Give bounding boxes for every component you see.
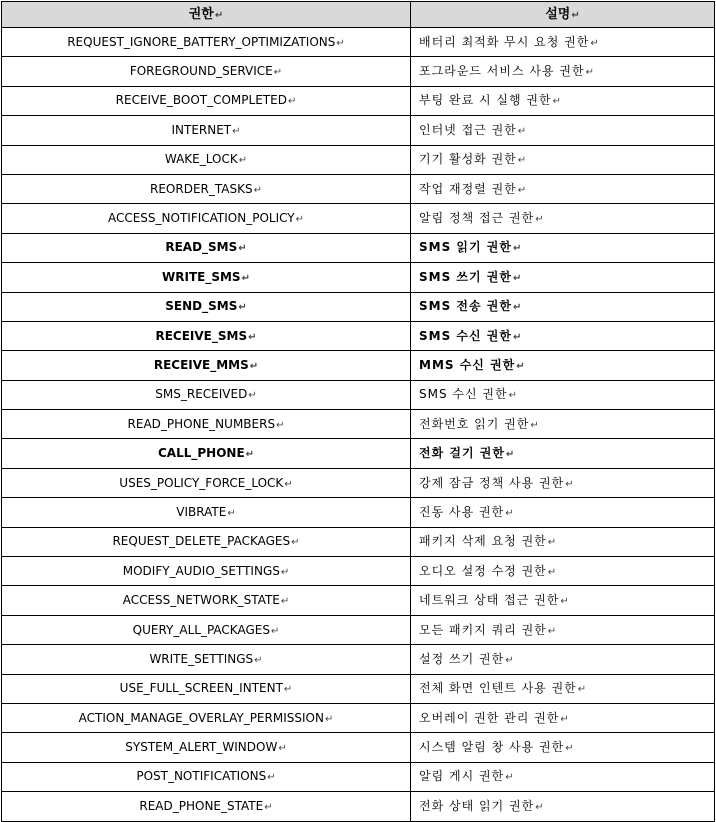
permission-name: ACCESS_NOTIFICATION_POLICY: [107, 211, 295, 226]
paragraph-mark-icon: ↵: [512, 331, 523, 343]
table-row: [2, 174, 715, 203]
paragraph-mark-icon: ↵: [278, 743, 287, 755]
description-cell: [411, 86, 715, 115]
paragraph-mark-icon: ↵: [276, 419, 285, 431]
paragraph-mark-icon: ↵: [238, 155, 248, 167]
permission-cell: [2, 28, 411, 57]
permission-cell: [2, 703, 411, 732]
permission-description: 포그라운드 서비스 사용 권한: [419, 64, 585, 79]
paragraph-mark-icon: ↵: [571, 10, 580, 21]
table-row: [2, 86, 715, 115]
permission-cell: [2, 321, 411, 350]
paragraph-mark-icon: ↵: [254, 654, 263, 666]
permission-cell: [2, 57, 411, 86]
paragraph-mark-icon: ↵: [253, 184, 262, 196]
description-cell: [411, 586, 715, 615]
permission-description: 전체 화면 인텐트 사용 권한: [419, 681, 577, 696]
table-row: [2, 468, 715, 497]
permission-description: SMS 전송 권한: [419, 299, 512, 314]
paragraph-mark-icon: ↵: [273, 67, 283, 79]
permission-description: 부팅 완료 시 실행 권한: [419, 93, 552, 108]
permission-name: QUERY_ALL_PACKAGES: [132, 622, 270, 637]
permission-name: CALL_PHONE: [157, 446, 245, 461]
permission-description: 기기 활성화 권한: [419, 152, 517, 167]
table-row: [2, 439, 715, 468]
description-cell: [411, 762, 715, 791]
paragraph-mark-icon: ↵: [283, 684, 293, 696]
paragraph-mark-icon: ↵: [585, 67, 595, 79]
paragraph-mark-icon: ↵: [590, 37, 600, 49]
table-row: [2, 615, 715, 644]
paragraph-mark-icon: ↵: [560, 596, 570, 608]
header-permission: [2, 2, 411, 28]
permission-description: 설정 쓰기 권한: [419, 651, 505, 666]
permission-name: READ_PHONE_NUMBERS: [127, 416, 276, 431]
permission-name: REQUEST_DELETE_PACKAGES: [112, 534, 291, 549]
paragraph-mark-icon: ↵: [512, 302, 523, 314]
permission-name: POST_NOTIFICATIONS: [136, 769, 267, 784]
permission-description: 인터넷 접근 권한: [419, 122, 517, 137]
permission-cell: [2, 292, 411, 321]
permission-name: RECEIVE_SMS: [155, 328, 248, 343]
paragraph-mark-icon: ↵: [238, 302, 247, 314]
table-row: [2, 557, 715, 586]
paragraph-mark-icon: ↵: [280, 566, 290, 578]
permission-description: 배터리 최적화 무시 요청 권한: [419, 34, 590, 49]
paragraph-mark-icon: ↵: [517, 155, 528, 167]
permission-description: SMS 수신 권한: [419, 387, 508, 402]
permission-description: 네트워크 상태 접근 권한: [419, 593, 560, 608]
permission-name: SYSTEM_ALERT_WINDOW: [125, 740, 278, 755]
permission-description: 알림 게시 권한: [419, 769, 505, 784]
paragraph-mark-icon: ↵: [241, 272, 250, 284]
permission-cell: [2, 645, 411, 674]
permission-name: WRITE_SMS: [162, 269, 241, 284]
permission-cell: [2, 410, 411, 439]
paragraph-mark-icon: ↵: [324, 713, 334, 725]
paragraph-mark-icon: ↵: [214, 10, 224, 21]
description-cell: [411, 527, 715, 556]
permission-cell: [2, 762, 411, 791]
table-row: [2, 28, 715, 57]
permission-cell: [2, 351, 411, 380]
permission-description: 모든 패키지 쿼리 권한: [419, 622, 547, 637]
table-row: [2, 762, 715, 791]
description-cell: [411, 174, 715, 203]
paragraph-mark-icon: ↵: [505, 507, 515, 519]
description-cell: [411, 733, 715, 762]
paragraph-mark-icon: ↵: [565, 478, 575, 490]
header-permission-label: 권한: [188, 7, 214, 22]
permission-cell: [2, 145, 411, 174]
table-row: [2, 380, 715, 409]
permission-description: MMS 수신 권한: [419, 357, 516, 372]
paragraph-mark-icon: ↵: [227, 507, 236, 519]
description-cell: [411, 292, 715, 321]
permission-name: WRITE_SETTINGS: [149, 651, 254, 666]
paragraph-mark-icon: ↵: [535, 214, 545, 226]
permission-description: 시스템 알림 창 사용 권한: [419, 740, 565, 755]
permission-name: ACTION_MANAGE_OVERLAY_PERMISSION: [78, 710, 324, 725]
paragraph-mark-icon: ↵: [547, 537, 558, 549]
table-row: [2, 145, 715, 174]
header-description: [411, 2, 715, 28]
paragraph-mark-icon: ↵: [547, 625, 558, 637]
paragraph-mark-icon: ↵: [577, 684, 588, 696]
paragraph-mark-icon: ↵: [547, 566, 558, 578]
paragraph-mark-icon: ↵: [248, 331, 257, 343]
table-row: [2, 674, 715, 703]
description-cell: [411, 28, 715, 57]
permission-description: 오버레이 권한 관리 권한: [419, 710, 560, 725]
permission-name: MODIFY_AUDIO_SETTINGS: [122, 563, 280, 578]
permission-cell: [2, 586, 411, 615]
permission-name: READ_PHONE_STATE: [139, 798, 264, 813]
permission-description: 전화 걸기 권한: [419, 446, 505, 461]
permission-name: READ_SMS: [165, 240, 238, 255]
description-cell: [411, 468, 715, 497]
paragraph-mark-icon: ↵: [552, 96, 562, 108]
permission-description: 전화 상태 읽기 권한: [419, 798, 535, 813]
permission-description: SMS 수신 권한: [419, 328, 512, 343]
paragraph-mark-icon: ↵: [267, 772, 276, 784]
permissions-table: [1, 1, 715, 822]
description-cell: [411, 792, 715, 821]
paragraph-mark-icon: ↵: [516, 360, 526, 372]
table-row: [2, 586, 715, 615]
paragraph-mark-icon: ↵: [264, 801, 273, 813]
permission-name: REQUEST_IGNORE_BATTERY_OPTIMIZATIONS: [67, 34, 336, 49]
description-cell: [411, 321, 715, 350]
paragraph-mark-icon: ↵: [535, 801, 545, 813]
header-description-label: 설명: [545, 7, 571, 22]
table-body: [2, 28, 715, 822]
description-cell: [411, 557, 715, 586]
description-cell: [411, 645, 715, 674]
paragraph-mark-icon: ↵: [565, 743, 575, 755]
permission-description: 작업 재정렬 권한: [419, 181, 517, 196]
permission-cell: [2, 557, 411, 586]
table-row: [2, 292, 715, 321]
permission-description: 진동 사용 권한: [419, 504, 505, 519]
permission-cell: [2, 116, 411, 145]
paragraph-mark-icon: ↵: [245, 449, 255, 461]
paragraph-mark-icon: ↵: [517, 184, 528, 196]
permission-description: SMS 읽기 권한: [419, 240, 512, 255]
table-row: [2, 792, 715, 821]
description-cell: [411, 351, 715, 380]
paragraph-mark-icon: ↵: [512, 243, 523, 255]
paragraph-mark-icon: ↵: [238, 243, 247, 255]
permission-name: USES_POLICY_FORCE_LOCK: [119, 475, 284, 490]
description-cell: [411, 498, 715, 527]
permission-name: SMS_RECEIVED: [155, 387, 248, 402]
description-cell: [411, 703, 715, 732]
table-row: [2, 527, 715, 556]
permission-name: ACCESS_NETWORK_STATE: [122, 593, 280, 608]
table-row: [2, 204, 715, 233]
permission-cell: [2, 674, 411, 703]
description-cell: [411, 204, 715, 233]
table-row: [2, 733, 715, 762]
table-row: [2, 351, 715, 380]
permission-cell: [2, 733, 411, 762]
table-row: [2, 263, 715, 292]
permission-cell: [2, 174, 411, 203]
description-cell: [411, 57, 715, 86]
description-cell: [411, 233, 715, 262]
paragraph-mark-icon: ↵: [284, 478, 293, 490]
permission-cell: [2, 86, 411, 115]
permission-cell: [2, 439, 411, 468]
table-row: [2, 321, 715, 350]
permission-name: INTERNET: [171, 122, 232, 137]
table-header-row: [2, 2, 715, 28]
paragraph-mark-icon: ↵: [295, 214, 305, 226]
permission-cell: [2, 233, 411, 262]
description-cell: [411, 615, 715, 644]
permission-cell: [2, 498, 411, 527]
permission-name: SEND_SMS: [165, 299, 238, 314]
description-cell: [411, 380, 715, 409]
permission-name: FOREGROUND_SERVICE: [129, 64, 273, 79]
permission-name: RECEIVE_MMS: [153, 357, 249, 372]
permission-name: REORDER_TASKS: [150, 181, 253, 196]
table-row: [2, 116, 715, 145]
paragraph-mark-icon: ↵: [249, 360, 259, 372]
permission-cell: [2, 204, 411, 233]
paragraph-mark-icon: ↵: [287, 96, 297, 108]
permission-cell: [2, 263, 411, 292]
permission-name: USE_FULL_SCREEN_INTENT: [119, 681, 283, 696]
permission-description: SMS 쓰기 권한: [419, 269, 512, 284]
description-cell: [411, 145, 715, 174]
permission-name: RECEIVE_BOOT_COMPLETED: [115, 93, 287, 108]
paragraph-mark-icon: ↵: [270, 625, 280, 637]
paragraph-mark-icon: ↵: [248, 390, 257, 402]
paragraph-mark-icon: ↵: [336, 37, 345, 49]
table-row: [2, 703, 715, 732]
paragraph-mark-icon: ↵: [505, 654, 515, 666]
permission-description: 알림 정책 접근 권한: [419, 211, 535, 226]
paragraph-mark-icon: ↵: [508, 390, 518, 402]
description-cell: [411, 674, 715, 703]
permission-description: 오디오 설정 수정 권한: [419, 563, 547, 578]
table-row: [2, 233, 715, 262]
paragraph-mark-icon: ↵: [517, 125, 528, 137]
permission-description: 패키지 삭제 요청 권한: [419, 534, 547, 549]
permission-cell: [2, 468, 411, 497]
permission-cell: [2, 615, 411, 644]
permission-cell: [2, 380, 411, 409]
paragraph-mark-icon: ↵: [505, 772, 515, 784]
permission-cell: [2, 792, 411, 821]
paragraph-mark-icon: ↵: [505, 449, 516, 461]
table-row: [2, 498, 715, 527]
table-row: [2, 57, 715, 86]
permission-description: 강제 잠금 정책 사용 권한: [419, 475, 565, 490]
description-cell: [411, 263, 715, 292]
permission-description: 전화번호 읽기 권한: [419, 416, 530, 431]
permission-name: WAKE_LOCK: [164, 152, 238, 167]
paragraph-mark-icon: ↵: [280, 596, 290, 608]
table-row: [2, 410, 715, 439]
description-cell: [411, 439, 715, 468]
permission-cell: [2, 527, 411, 556]
paragraph-mark-icon: ↵: [512, 272, 523, 284]
paragraph-mark-icon: ↵: [530, 419, 540, 431]
table-row: [2, 645, 715, 674]
permission-name: VIBRATE: [176, 504, 227, 519]
paragraph-mark-icon: ↵: [560, 713, 570, 725]
paragraph-mark-icon: ↵: [291, 537, 300, 549]
paragraph-mark-icon: ↵: [232, 125, 241, 137]
description-cell: [411, 410, 715, 439]
description-cell: [411, 116, 715, 145]
